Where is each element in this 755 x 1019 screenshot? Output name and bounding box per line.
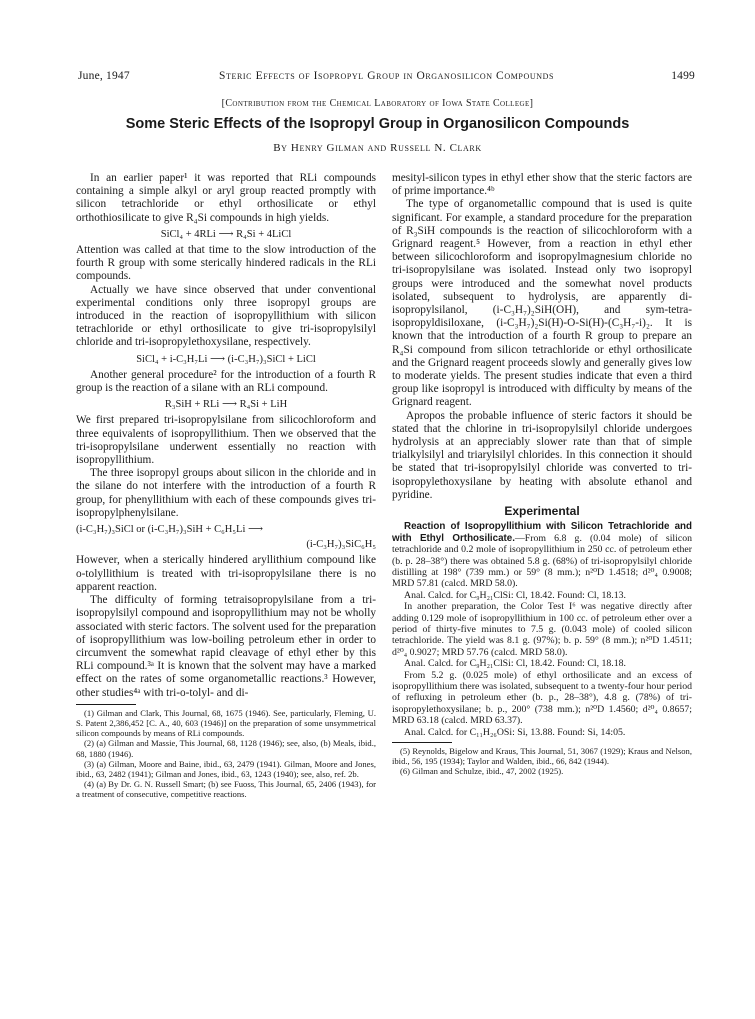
paragraph	[392, 521, 692, 589]
footnotes-right	[392, 746, 692, 777]
paragraph: From 5.2 g. (0.025 mole) of ethyl orthosilicate and an excess of isopropyllithium there was isolated, subsequent to a twenty-four hour period of refluxing in petroleum ether (b. p., 28–38°), 4.8 g. (78%) of tri-isopropylethoxysilane; b. p., 200° (738 mm.); n²⁰D 1.4560; d²⁰₄ 0.8657; MRD 63.18 (calcd. MRD 63.37).	[392, 669, 692, 727]
equation: (i-C₃H₇)₃SiCl or (i-C₃H₇)₃SiH + C₆H₅Li ⟶	[76, 524, 264, 536]
footnote-rule	[76, 704, 136, 705]
analysis-line: Anal. Calcd. for C₉H₂₁ClSi: Cl, 18.42. Found: Cl, 18.13.	[404, 589, 626, 601]
contribution-line: [Contribution from the Chemical Laboratory of Iowa State College]	[221, 98, 534, 109]
analysis-line: Anal. Calcd. for C₉H₂₁ClSi: Cl, 18.42. Found: Cl, 18.18.	[404, 658, 626, 670]
byline: By Henry Gilman and Russell N. Clark	[273, 142, 482, 154]
experimental-section	[392, 521, 692, 738]
paragraph: Apropos the probable influence of steric factors it should be stated that the chlorine in tri-isopropylsilyl chloride undergoes hydrolysis at an appreciably slower rate than that of simple trialkylsilyl and triarylsilyl chlorides. In this connection it should be stated that tri-isopropylsilyl chloride was converted to tri-isopropylethoxysilane by heating with absolute ethanol and pyridine.	[392, 409, 692, 501]
left-column	[76, 172, 376, 800]
paragraph: However, when a sterically hindered aryllithium compound like o-tolyllithium is treated with tri-isopropylsilane there is no apparent reaction.	[76, 554, 376, 593]
paragraph: In another preparation, the Color Test I⁶ was negative directly after adding 0.129 mole of isopropyllithium in 100 cc. of petroleum ether over a period of thirty-five minutes to 7.5 g. (0.043 mole) of cooled silicon tetrachloride. The yield was 8.1 g. (97%); b. p. 59° (8 mm.); n²⁰D 1.4511; d²⁰₄ 0.9027; MRD 57.76 (calcd. MRD 58.0).	[392, 601, 692, 658]
equation: R₃SiH + RLi ⟶ R₄Si + LiH	[164, 399, 288, 411]
running-title: Steric Effects of Isopropyl Group in Organosilicon Compounds	[218, 70, 555, 82]
issue-date: June, 1947	[78, 70, 130, 82]
paragraph: mesityl-silicon types in ethyl ether show that the steric factors are of prime importance.⁴ᵇ	[392, 172, 692, 198]
paragraph: Attention was called at that time to the slow introduction of the fourth R group with some sterically hindered radicals in the RLi compounds.	[76, 244, 376, 283]
paragraph: We first prepared tri-isopropylsilane from silicochloroform and three equivalents of isopropyllithium. Then we observed that the tri-isopropylsilane underwent essentially no reaction with isopropyllithium.	[76, 414, 376, 467]
analysis-line: Anal. Calcd. for C₁₁H₂₆OSi: Si, 13.88. Found: Si, 14:05.	[404, 726, 626, 738]
footnotes-left	[76, 708, 376, 800]
footnote-rule	[392, 742, 452, 743]
footnote: (6) Gilman and Schulze, ibid., 47, 2002 (1925).	[400, 766, 564, 777]
right-column	[392, 172, 692, 777]
equation-continuation: (i-C₃H₇)₃SiC₆H₅	[306, 539, 376, 551]
paragraph: The difficulty of forming tetraisopropylsilane from a tri-isopropylsilyl compound and isopropyllithium may not be wholly associated with steric factors. The solvent used for the preparation of isopropyllithium was low-boiling petroleum ether in order to circumvent the somewhat rapid cleavage of ethyl ether by this RLi compound.³ᵃ It is known that the solvent may have a marked effect on the rates of some organometallic reactions.³ However, other studies⁴ᵃ with tri-o-tolyl- and di-	[76, 594, 376, 699]
paragraph: The type of organometallic compound that is used is quite significant. For example, a standard procedure for the preparation of R₃SiH compounds is the reaction of silicochloroform with a Grignard reagent.⁵ However, from a reaction in ethyl ether between silicochloroform and isopropylmagnesium chloride no tri-isopropylsilane was isolated. Instead only two isopropyl groups were introduced and the somewhat novel products isolated, subsequent to hydrolysis, are apparently di-isopropylsilanol, (i-C₃H₇)₂SiH(OH), and sym-tetra-isopropyldisiloxane, (i-C₃H₇)₂Si(H)-O-Si(H)-(C₃H₇-i)₂. It is known that the introduction of a fourth R group to prepare an R₄Si compound from silicon tetrachloride or ethyl orthosilicate and the Grignard reagent proceeds slowly and generally gives low to moderate yields. The present studies indicate that even a third group like isopropyl is introduced with difficulty by means of the Grignard reagent.	[392, 198, 692, 409]
equation: SiCl₄ + 4RLi ⟶ R₄Si + 4LiCl	[160, 228, 292, 240]
footnote: (1) Gilman and Clark, This Journal, 68, 1675 (1946). See, particularly, Fleming, U. S. Patent 2,386,452 [C. A., 40, 603 (1946)] on the preparation of some unsymmetrical silicon compounds by means of RLi compounds.	[76, 707, 376, 739]
paragraph: In an earlier paper¹ it was reported that RLi compounds containing a simple alkyl or aryl group reacted promptly with silicon tetrachloride or ethyl orthosilicate or ethyl orthothiosilicate to give R₄Si compounds in high yields.	[76, 172, 376, 224]
footnote: (5) Reynolds, Bigelow and Kraus, This Journal, 51, 3067 (1929); Kraus and Nelson, ibid., 56, 195 (1934); Taylor and Walden, ibid., 66, 842 (1944).	[392, 746, 692, 767]
footnote: (3) (a) Gilman, Moore and Baine, ibid., 63, 2479 (1941). Gilman, Moore and Jones, ibid., 63, 2482 (1941); Gilman and Jones, ibid., 63, 1243 (1940); see, also, ref. 2b.	[76, 758, 376, 779]
footnote: (4) (a) By Dr. G. N. Russell Smart; (b) see Fuoss, This Journal, 65, 2406 (1943), for a treatment of consecutive, competitive reactions.	[76, 779, 376, 800]
running-header	[78, 70, 695, 86]
paragraph: Another general procedure² for the introduction of a fourth R group is the reaction of a silane with an RLi compound.	[76, 368, 376, 395]
paragraph: Actually we have since observed that under conventional experimental conditions only three isopropyl groups are introduced in the reaction of isopropyllithium with silicon tetrachloride or ethyl orthosilicate to give tri-isopropylsilyl chloride and tri-isopropylethoxysilane, respectively.	[76, 283, 376, 349]
page-number: 1499	[671, 70, 695, 82]
section-heading: Experimental	[504, 504, 580, 519]
paragraph: The three isopropyl groups about silicon in the chloride and in the silane do not interfere with the introduction of a fourth R group, for phenyllithium with each of these compounds gives tri-isopropylphenylsilane.	[76, 467, 376, 519]
footnote: (2) (a) Gilman and Massie, This Journal, 68, 1128 (1946); see, also, (b) Meals, ibid., 68, 1880 (1946).	[76, 738, 376, 759]
article-title: Some Steric Effects of the Isopropyl Group in Organosilicon Compounds	[125, 116, 630, 132]
equation: SiCl₄ + i-C₃H₇Li ⟶ (i-C₃H₇)₃SiCl + LiCl	[136, 353, 316, 365]
run-in-heading: Reaction of Isopropyllithium with Silicon Tetrachloride and with Ethyl Orthosilicate.	[392, 521, 692, 544]
paragraph-text: —From 6.8 g. (0.04 mole) of silicon tetrachloride and 0.2 mole of isopropyllithium in 250 cc. of petroleum ether (b. p. 28–38°) there was obtained 5.8 g. (68%) of tri-isopropylsilyl chloride distilling at 198° (739 mm.) or 59° (8 mm.); n²⁰D 1.4518; d²⁰₄ 0.9008; MRD 57.81 (calcd. MRD 58.0).	[392, 532, 693, 590]
